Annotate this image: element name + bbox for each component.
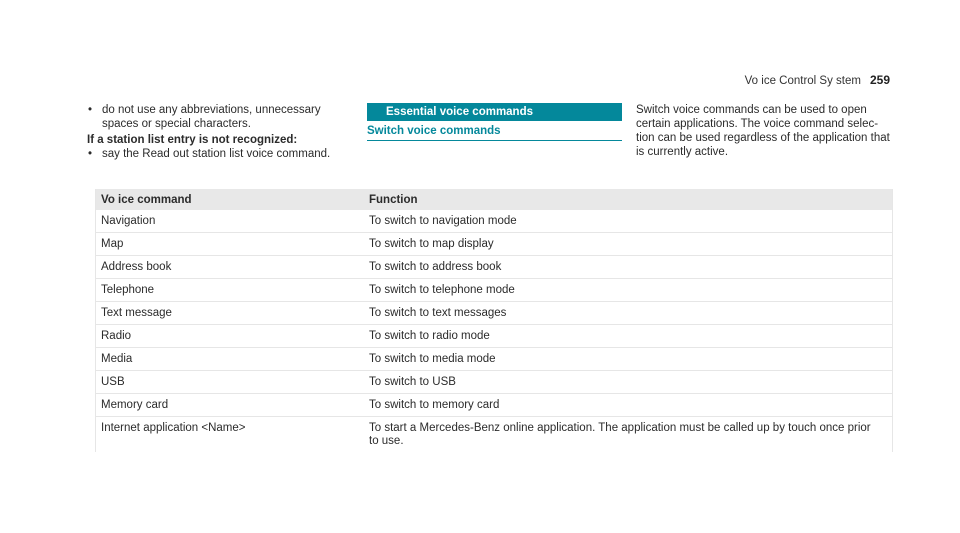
subsection-title: Switch voice commands [367,125,622,141]
subheading: If a station list entry is not recognized: [87,134,298,146]
table-row [96,256,892,279]
command-cell: Navigation [101,215,156,227]
section-header-title: Vo ice Control Sy stem [744,75,861,87]
command-cell: Media [101,353,133,365]
function-cell: To switch to memory card [369,399,500,411]
table-header [96,189,892,210]
middle-column [367,103,622,141]
right-column [636,103,892,159]
bullet-text: say the Read out station list voice command. [102,148,331,160]
left-column [87,103,347,161]
bullet-icon: • [88,148,93,160]
table-row [96,348,892,371]
function-cell: To switch to navigation mode [369,215,517,227]
bullet-icon: • [88,104,93,116]
voice-command-table [95,189,893,452]
command-cell: Telephone [101,284,155,296]
command-cell: Internet application <Name> [101,422,246,434]
intro-paragraph: Switch voice commands can be used to open certain applications. The voice command selec- tion can be used regardless of the application that is currently active. [636,104,890,158]
function-cell: To start a Mercedes-Benz online application. The application must be called up by touch once prior to use. [369,422,871,447]
function-cell: To switch to media mode [369,353,496,365]
function-cell: To switch to USB [369,376,456,388]
command-cell: Address book [101,261,172,273]
command-cell: USB [101,376,125,388]
table-row [96,417,892,452]
function-cell: To switch to address book [369,261,502,273]
function-cell: To switch to text messages [369,307,507,319]
bullet-text: do not use any abbreviations, unnecessary spaces or special characters. [102,104,321,130]
command-cell: Text message [101,307,172,319]
table-row [96,325,892,348]
bullet-item [87,103,347,131]
function-cell: To switch to radio mode [369,330,490,342]
page-number: 259 [869,73,890,87]
command-cell: Map [101,238,124,250]
bullet-item [87,147,347,161]
table-row [96,279,892,302]
section-title: Essential voice commands [367,103,622,121]
function-cell: To switch to telephone mode [369,284,515,296]
function-cell: To switch to map display [369,238,494,250]
table-row [96,302,892,325]
table-row [96,394,892,417]
table-row [96,210,892,233]
page-header [745,73,890,87]
command-cell: Memory card [101,399,169,411]
table-row [96,233,892,256]
header-function: Function [369,193,418,206]
header-voice-command: Vo ice command [101,193,192,206]
table-row [96,371,892,394]
command-cell: Radio [101,330,132,342]
